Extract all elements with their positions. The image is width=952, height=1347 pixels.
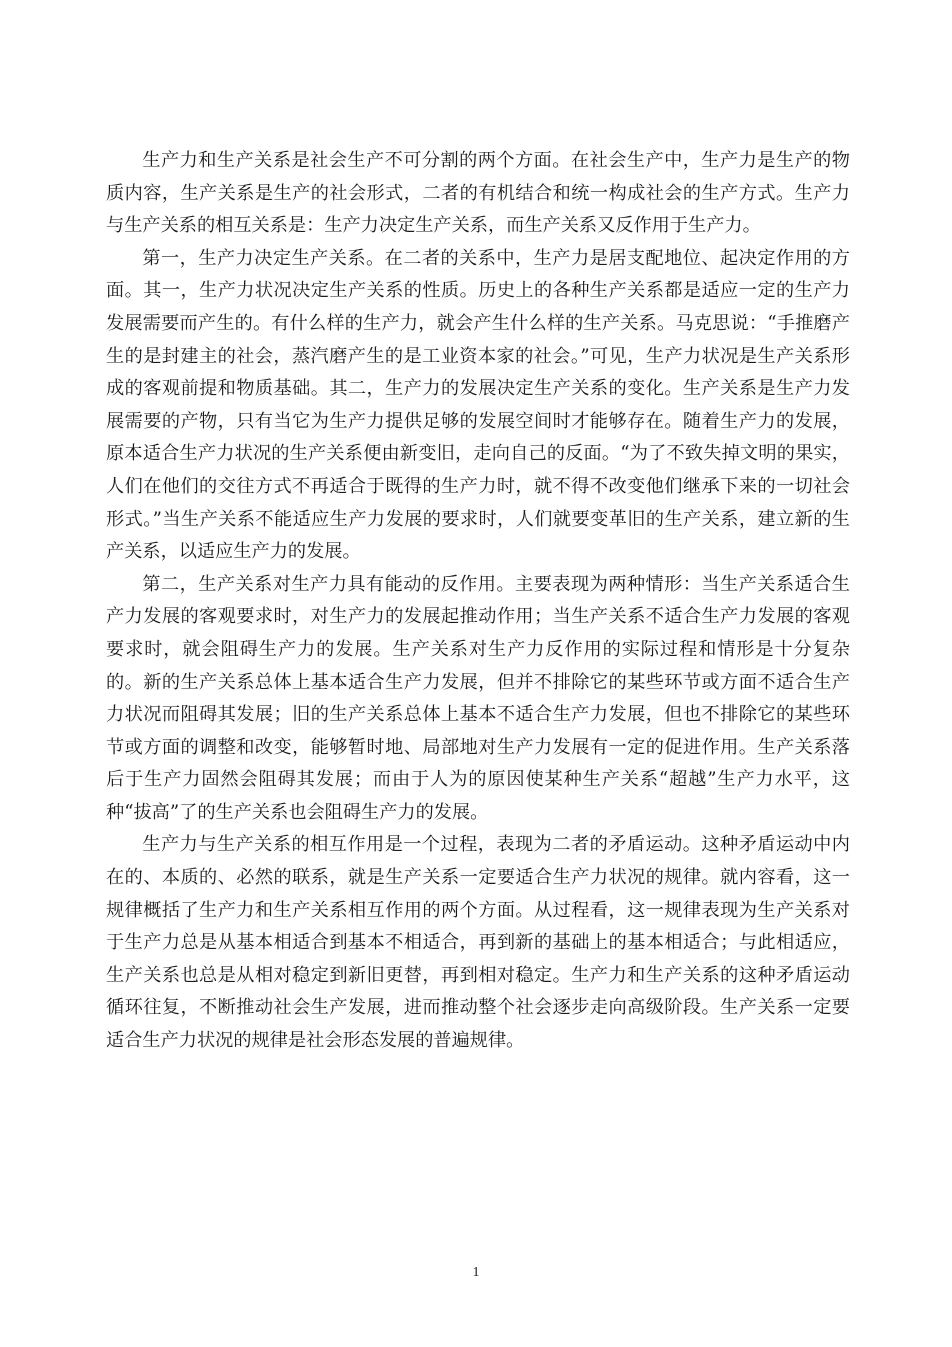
paragraph-3: 第二，生产关系对生产力具有能动的反作用。主要表现为两种情形：当生产关系适合生产力发展的客观要求时，对生产力的发展起推动作用；当生产关系不适合生产力发展的客观要求时，就会阻碍生产力的发展。生产关系对生产力反作用的实际过程和情形是十分复杂的。新的生产关系总体上基本适合生产力发展，但并不排除它的某些环节或方面不适合生产力状况而阻碍其发展；旧的生产关系总体上基本不适合生产力发展，但也不排除它的某些环节或方面的调整和改变，能够暂时地、局部地对生产力发展有一定的促进作用。生产关系落后于生产力固然会阻碍其发展；而由于人为的原因使某种生产关系“超越”生产力水平，这种“拔高”了的生产关系也会阻碍生产力的发展。: [106, 573, 850, 823]
paragraph-4: 生产力与生产关系的相互作用是一个过程，表现为二者的矛盾运动。这种矛盾运动中内在的、本质的、必然的联系，就是生产关系一定要适合生产力状况的规律。就内容看，这一规律概括了生产力和生产关系相互作用的两个方面。从过程看，这一规律表现为生产关系对于生产力总是从基本相适合到基本不相适合，再到新的基础上的基本相适合；与此相适应，生产关系也总是从相对稳定到新旧更替，再到相对稳定。生产力和生产关系的这种矛盾运动循环往复，不断推动社会生产发展，进而推动整个社会逐步走向高级阶段。生产关系一定要适合生产力状况的规律是社会形态发展的普遍规律。: [106, 834, 850, 1052]
page-number: 1: [472, 1265, 480, 1280]
paragraph-2: 第一，生产力决定生产关系。在二者的关系中，生产力是居支配地位、起决定作用的方面。其一，生产力状况决定生产关系的性质。历史上的各种生产关系都是适应一定的生产力发展需要而产生的。有什么样的生产力，就会产生什么样的生产关系。马克思说：“手推磨产生的是封建主的社会，蒸汽磨产生的是工业资本家的社会。”可见，生产力状况是生产关系形成的客观前提和物质基础。其二，生产力的发展决定生产关系的变化。生产关系是生产力发展需要的产物，只有当它为生产力提供足够的发展空间时才能够存在。随着生产力的发展，原本适合生产力状况的生产关系便由新变旧，走向自己的反面。“为了不致失掉文明的果实，人们在他们的交往方式不再适合于既得的生产力时，就不得不改变他们继承下来的一切社会形式。”当生产关系不能适应生产力发展的要求时，人们就要变革旧的生产关系，建立新的生产关系，以适应生产力的发展。: [106, 247, 850, 563]
paragraph-1: 生产力和生产关系是社会生产不可分割的两个方面。在社会生产中，生产力是生产的物质内容，生产关系是生产的社会形式，二者的有机结合和统一构成社会的生产方式。生产力与生产关系的相互关系是：生产力决定生产关系，而生产关系又反作用于生产力。: [106, 150, 850, 237]
document-body: [106, 145, 850, 1058]
